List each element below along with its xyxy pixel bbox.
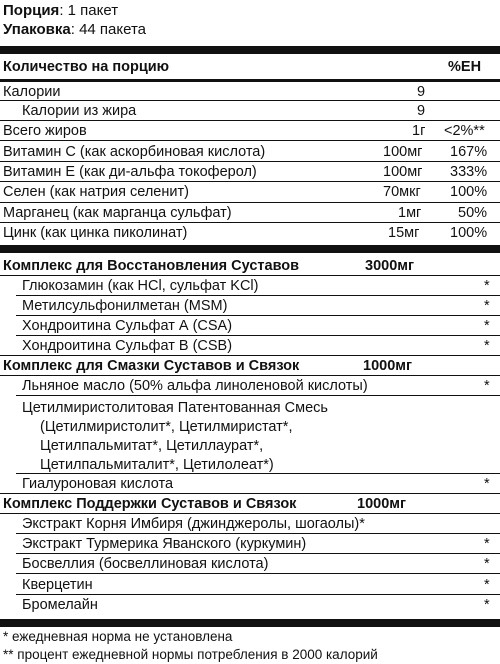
row-divider (16, 573, 500, 574)
ingredient-row: Экстракт Турмерика Яванского (куркумин) * (22, 536, 490, 552)
divider-thick (0, 245, 500, 253)
nutrient-row: Селен (как натрия селенит) 70мкг 100% (3, 184, 488, 200)
ingredient-row: Бромелайн * (22, 597, 490, 613)
nutrient-row: Витамин С (как аскорбиновая кислота) 100мг 167% (3, 144, 488, 160)
nutrient-row: Марганец (как марганца сульфат) 1мг 50% (3, 205, 488, 221)
table-header (0, 57, 500, 77)
table-header-title: Количество на порцию (3, 59, 170, 75)
nutrient-row: Витамин Е (как ди-альфа токоферол) 100мг 333% (3, 164, 488, 180)
divider-thick (0, 619, 500, 627)
row-divider (0, 140, 500, 141)
blend-line: Цетилпальмитат*, Цетиллаурат*, (40, 438, 264, 454)
ingredient-row: Льняное масло (50% альфа линоленовой кислоты) * (22, 378, 490, 394)
nutrient-row: Всего жиров 1г <2%** (3, 123, 485, 139)
ingredient-row: Хондроитина Сульфат А (CSA) * (22, 318, 490, 334)
row-divider (16, 395, 500, 396)
blend-line: (Цетилмиристолит*, Цетилмиристат*, (40, 419, 293, 435)
footnote-2: ** процент ежедневной нормы потребления в 2000 калорий (3, 647, 378, 662)
blend-line: Цетилпальмиталит*, Цетилолеат*) (40, 457, 274, 473)
complex-heading: Комплекс Поддержки Суставов и Связок 1000мг (3, 496, 407, 512)
ingredient-row: Кверцетин * (22, 577, 490, 593)
nutrient-row: Калории 9 (3, 84, 426, 100)
complex-heading: Комплекс для Смазки Суставов и Связок 1000мг (3, 358, 413, 374)
divider-thick (0, 46, 500, 54)
complex-heading: Комплекс для Восстановления Суставов 3000мг (3, 258, 415, 274)
nutrient-row: Цинк (как цинка пиколинат) 15мг 100% (3, 225, 488, 241)
ingredient-row: Босвеллия (босвеллиновая кислота) * (22, 556, 490, 572)
ingredient-row: Глюкозамин (как HCl, сульфат KCl) * (22, 278, 490, 294)
ingredient-row: Экстракт Корня Имбиря (джинджеролы, шогаолы)* (22, 516, 365, 532)
nutrient-row: Калории из жира 9 (22, 103, 426, 119)
blend-line: Цетилмиристолитовая Патентованная Смесь (22, 400, 328, 416)
ingredient-row: Хондроитина Сульфат В (CSB) * (22, 338, 490, 354)
table-header-dv: %ЕН (448, 59, 482, 75)
ingredient-row: Метилсульфонилметан (MSM) * (22, 298, 490, 314)
ingredient-row: Гиалуроновая кислота * (22, 476, 490, 492)
footnote-1: * ежедневная норма не установлена (3, 629, 233, 644)
serving-size: Порция: 1 пакет (3, 2, 119, 19)
servings-per-package: Упаковка: 44 пакета (3, 21, 146, 38)
